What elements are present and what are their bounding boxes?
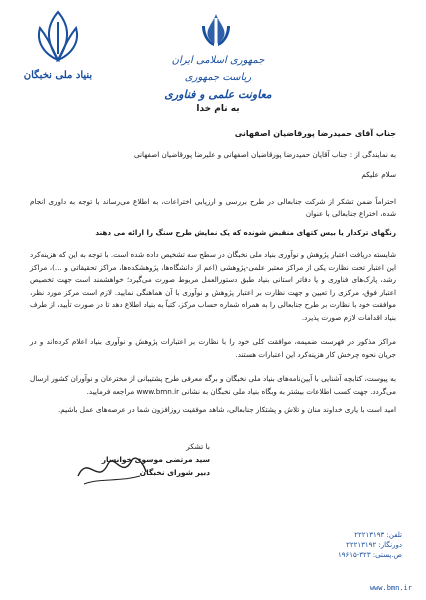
header-line-republic: جمهوری اسلامی ایران (171, 55, 265, 66)
paragraph-credit: شایسته دریافت اعتبار پژوهش و نوآوری بنیاد ملی نخبگان در سطح سه تشخیص داده شده است. با توجه به این که هزینه‌کرد این اعتبار تحت نظارت یکی از مراکز معتبر علمی-پژوهشی (اعم از دانشگاه‌ها، پژوهشکده‌ها، مراکز تحقیقاتی و ...)، مراکز رشد، پارک‌های فناوری و یا دفاتر استانی بنیاد طبق دستورالعمل مربوط صورت می‌گیرد؛ خواهشمند است جهت تخصیص اعتبار فوق، مرکزی را تعیین و جهت نظارت بر اعتبار پژوهش و نوآوری با آن هماهنگی نمایید. لازم است مرکز مورد نظر، موافقت خود با نظارت بر طرح جنابعالی را به همراه شماره حساب مرکز، کتباً به بنیاد اطلاع دهد تا در صورت تأیید، از طرف بنیاد اقدامات لازم صورت پذیرد. (30, 250, 396, 322)
elites-foundation-logo-icon (30, 8, 86, 66)
header-line-presidency: ریاست جمهوری (184, 72, 252, 83)
phone-number: تلفن: ۲۲۲۱۳۱۹۳ (354, 531, 402, 539)
po-box: ص.پستی: ۳۲۳-۱۹۶۱۵ (337, 551, 402, 559)
paragraph-centers: مراکز مذکور در فهرست ضمیمه، موافقت کلی خود را با نظارت بر اعتبارات پژوهش و نوآوری بنیاد اعلام کرده‌اند و در جریان نحوه چرخش کار هزینه‌کرد این اعتبارات هستند. (30, 337, 396, 359)
logo-caption: بنیاد ملی نخبگان (23, 70, 93, 81)
iran-emblem-icon (196, 10, 236, 50)
invention-title: رنگهای ترکدار یا بیس کتهای منقبض شونده که یک نمایش طرح سنگ را ارائه می دهند (95, 227, 396, 237)
header-line-vice-presidency: معاونت علمی و فناوری (164, 88, 272, 101)
greeting: سلام علیکم (361, 170, 396, 179)
fax-number: دورنگار: ۲۲۲۱۳۱۹۲ (346, 541, 402, 549)
paragraph-closing-wish: امید است با یاری خداوند منان و تلاش و پشتکار جنابعالی، شاهد موفقیت روزافزون شما در عرصه‌های عمل باشیم. (58, 405, 396, 414)
signer-name: سید مرتضی موسوی خوانسار (101, 455, 210, 464)
closing-thanks: با تشکر (186, 442, 210, 451)
on-behalf-line: به نمایندگی از : جناب آقایان حمیدرضا پورقاضیان اصفهانی و علیرضا پورقاضیان اصفهانی (134, 149, 396, 159)
paragraph-intro: احتراماً ضمن تشکر از شرکت جنابعالی در طرح بررسی و ارزیابی اختراعات، به اطلاع می‌رساند با توجه به داوری انجام شده، اختراع جنابعالی با عنوان (30, 196, 396, 218)
bismillah: به نام خدا (196, 104, 240, 114)
paragraph-attachments: به پیوست، کتابچه آشنایی با آیین‌نامه‌های بنیاد ملی نخبگان و برگه معرفی طرح پشتیبانی از مخترعان و نوآوران کشور ارسال می‌گردد. جهت کسب اطلاعات بیشتر به وبگاه بنیاد ملی نخبگان به نشانی www.bmn.ir مراجعه فرمایید. (30, 374, 396, 396)
website-link[interactable]: www.bmn.ir (369, 584, 412, 592)
recipient-line: جناب آقای حمیدرضا پورقاضیان اصفهانی (234, 129, 396, 138)
header-title-block (150, 52, 286, 103)
letter-body (30, 122, 396, 423)
contact-info (282, 530, 402, 560)
signer-role: دبیر شورای نخبگان (139, 468, 210, 477)
signature-block (100, 440, 210, 479)
